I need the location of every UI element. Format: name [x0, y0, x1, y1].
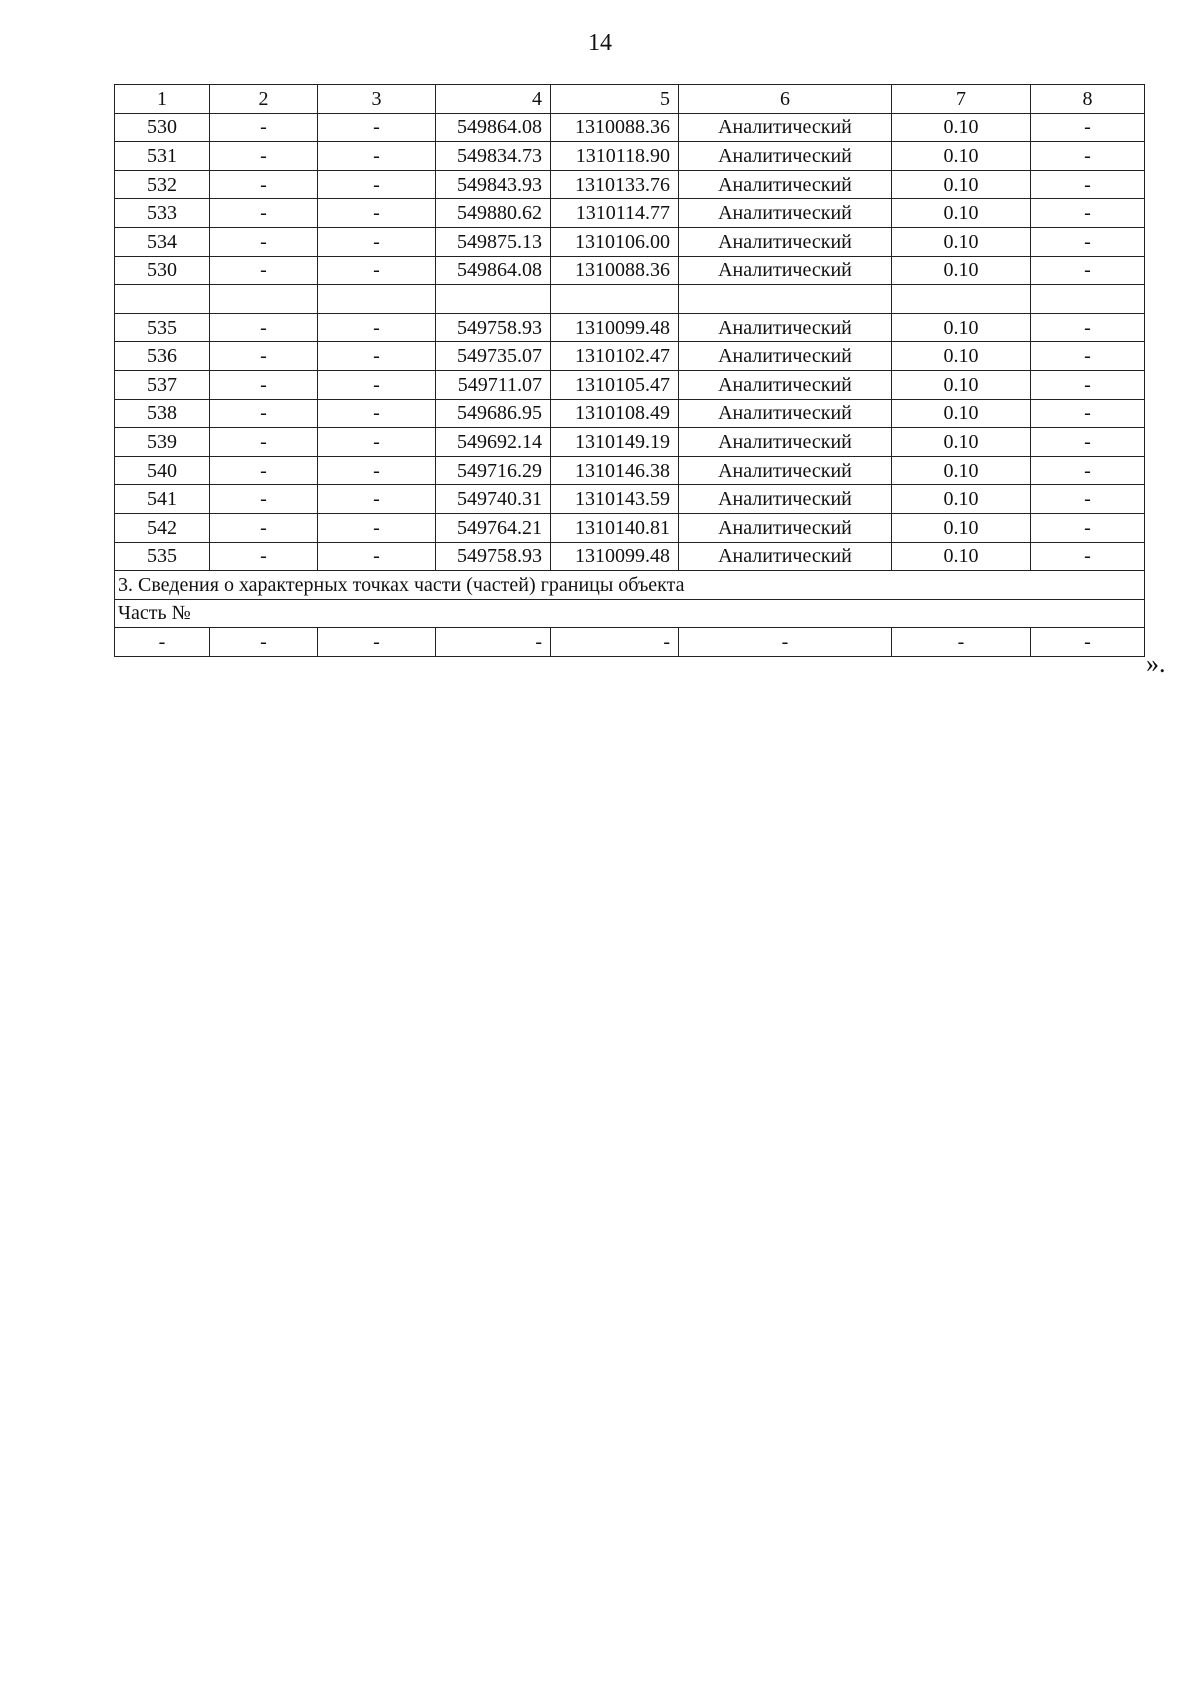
table-cell: - [210, 256, 318, 285]
table-cell: 0.10 [892, 428, 1031, 457]
table-cell: 1310105.47 [551, 370, 679, 399]
table-cell: 4 [436, 85, 551, 114]
table-cell: 0.10 [892, 542, 1031, 571]
table-cell: Аналитический [679, 342, 892, 371]
table-cell: - [318, 370, 436, 399]
table-cell: 549843.93 [436, 170, 551, 199]
table-cell: Аналитический [679, 170, 892, 199]
table-row [115, 342, 1145, 371]
table-cell: 1 [115, 85, 210, 114]
table-cell: - [1031, 513, 1145, 542]
table-cell: - [318, 142, 436, 171]
table-cell: - [892, 628, 1031, 657]
table-cell [436, 285, 551, 314]
table-cell: 535 [115, 542, 210, 571]
table-cell: - [318, 227, 436, 256]
table-cell: Аналитический [679, 313, 892, 342]
table-cell: - [210, 428, 318, 457]
table-row-blank [115, 285, 1145, 314]
table-cell: 542 [115, 513, 210, 542]
table-cell: - [318, 513, 436, 542]
table-row [115, 370, 1145, 399]
table-cell: 1310149.19 [551, 428, 679, 457]
table-cell [1031, 285, 1145, 314]
table-cell [210, 285, 318, 314]
table-cell: 534 [115, 227, 210, 256]
table-cell: - [318, 113, 436, 142]
table-cell: - [318, 456, 436, 485]
table-cell: - [318, 170, 436, 199]
table-cell: 5 [551, 85, 679, 114]
table-cell: 1310088.36 [551, 113, 679, 142]
table-cell: 535 [115, 313, 210, 342]
table-row [115, 227, 1145, 256]
table-cell: 0.10 [892, 113, 1031, 142]
table-cell: 1310099.48 [551, 313, 679, 342]
table-cell: 549758.93 [436, 542, 551, 571]
table-cell: 0.10 [892, 170, 1031, 199]
table-cell: 0.10 [892, 513, 1031, 542]
table-cell: 1310106.00 [551, 227, 679, 256]
table-cell: 0.10 [892, 342, 1031, 371]
table-cell: 549711.07 [436, 370, 551, 399]
page-number: 14 [588, 30, 612, 56]
table-row [115, 456, 1145, 485]
table-cell: 549740.31 [436, 485, 551, 514]
table-cell: - [318, 342, 436, 371]
table-cell: 531 [115, 142, 210, 171]
table-cell: - [1031, 485, 1145, 514]
coordinates-table [114, 84, 1145, 657]
table-cell: Аналитический [679, 199, 892, 228]
table-cell: Аналитический [679, 113, 892, 142]
table-row [115, 170, 1145, 199]
table-cell: 549692.14 [436, 428, 551, 457]
table-cell: - [318, 428, 436, 457]
table-cell [318, 285, 436, 314]
table-cell: - [210, 485, 318, 514]
table-cell: - [436, 628, 551, 657]
table-cell: 539 [115, 428, 210, 457]
table-cell: 549716.29 [436, 456, 551, 485]
table-cell: - [1031, 313, 1145, 342]
table-cell: - [1031, 113, 1145, 142]
table-cell: 530 [115, 113, 210, 142]
table-cell: 0.10 [892, 142, 1031, 171]
table-cell: - [210, 227, 318, 256]
table-cell: 536 [115, 342, 210, 371]
part-label: Часть № [115, 599, 1145, 628]
table-cell: 549735.07 [436, 342, 551, 371]
table-row [115, 199, 1145, 228]
table-cell: 538 [115, 399, 210, 428]
table-cell: 1310088.36 [551, 256, 679, 285]
table-cell: 532 [115, 170, 210, 199]
section-title-row [115, 571, 1145, 600]
table-cell: - [1031, 199, 1145, 228]
table-row [115, 256, 1145, 285]
table-cell: - [210, 370, 318, 399]
table-cell: 549864.08 [436, 113, 551, 142]
table-cell: 0.10 [892, 313, 1031, 342]
table-cell: - [1031, 342, 1145, 371]
table-cell: 549834.73 [436, 142, 551, 171]
table-cell: 549875.13 [436, 227, 551, 256]
table-cell: 0.10 [892, 399, 1031, 428]
table-row-empty-part [115, 628, 1145, 657]
table-cell: - [318, 628, 436, 657]
table-row [115, 513, 1145, 542]
table-row [115, 313, 1145, 342]
table-cell: - [679, 628, 892, 657]
table-cell: 549864.08 [436, 256, 551, 285]
table-cell: - [1031, 542, 1145, 571]
table-cell: 0.10 [892, 370, 1031, 399]
table-cell: Аналитический [679, 256, 892, 285]
closing-quote-mark: ». [1146, 649, 1166, 678]
table-header-row [115, 85, 1145, 114]
table-cell: 533 [115, 199, 210, 228]
table-row [115, 428, 1145, 457]
table-cell: Аналитический [679, 456, 892, 485]
table-row [115, 142, 1145, 171]
table-cell: - [210, 142, 318, 171]
table-cell: 1310133.76 [551, 170, 679, 199]
table-cell: - [318, 542, 436, 571]
table-cell: 0.10 [892, 456, 1031, 485]
table-cell: - [210, 199, 318, 228]
table-cell: - [318, 199, 436, 228]
table-cell: Аналитический [679, 142, 892, 171]
table-cell: 549764.21 [436, 513, 551, 542]
table-cell [892, 285, 1031, 314]
table-cell: - [115, 628, 210, 657]
table-cell: Аналитический [679, 227, 892, 256]
table-cell: - [551, 628, 679, 657]
table-cell: - [210, 628, 318, 657]
table-cell: - [1031, 256, 1145, 285]
table-cell: - [210, 313, 318, 342]
table-cell: Аналитический [679, 399, 892, 428]
table-cell: 549758.93 [436, 313, 551, 342]
table-cell: 6 [679, 85, 892, 114]
table-cell: - [1031, 428, 1145, 457]
table-cell: 1310146.38 [551, 456, 679, 485]
table-cell: 1310102.47 [551, 342, 679, 371]
table-cell [115, 285, 210, 314]
table-cell: - [318, 399, 436, 428]
table-cell: 549880.62 [436, 199, 551, 228]
table-cell: 1310143.59 [551, 485, 679, 514]
section-title: 3. Сведения о характерных точках части (частей) границы объекта [115, 571, 1145, 600]
table-cell: Аналитический [679, 485, 892, 514]
table-cell: - [210, 342, 318, 371]
table-cell: 0.10 [892, 199, 1031, 228]
table-cell: - [210, 542, 318, 571]
table-cell: - [318, 485, 436, 514]
coordinates-table-container [114, 84, 1144, 657]
part-label-row [115, 599, 1145, 628]
table-cell: - [210, 113, 318, 142]
table-cell: - [318, 313, 436, 342]
table-cell [551, 285, 679, 314]
table-cell: Аналитический [679, 428, 892, 457]
table-cell: 0.10 [892, 256, 1031, 285]
table-cell: 1310140.81 [551, 513, 679, 542]
table-cell: - [318, 256, 436, 285]
table-cell: 0.10 [892, 227, 1031, 256]
table-cell: 7 [892, 85, 1031, 114]
table-cell: - [1031, 628, 1145, 657]
table-cell: - [210, 170, 318, 199]
table-cell: 1310108.49 [551, 399, 679, 428]
table-cell: - [1031, 170, 1145, 199]
table-cell: 541 [115, 485, 210, 514]
table-cell: - [1031, 227, 1145, 256]
table-cell: - [210, 456, 318, 485]
table-row [115, 542, 1145, 571]
table-row [115, 113, 1145, 142]
table-cell [679, 285, 892, 314]
table-cell: - [210, 399, 318, 428]
table-cell: Аналитический [679, 370, 892, 399]
table-cell: 1310118.90 [551, 142, 679, 171]
table-cell: 1310114.77 [551, 199, 679, 228]
table-row [115, 485, 1145, 514]
table-cell: 549686.95 [436, 399, 551, 428]
table-cell: - [1031, 399, 1145, 428]
table-cell: - [210, 513, 318, 542]
table-cell: 537 [115, 370, 210, 399]
table-body [115, 85, 1145, 657]
table-cell: 1310099.48 [551, 542, 679, 571]
table-cell: 540 [115, 456, 210, 485]
table-cell: 8 [1031, 85, 1145, 114]
table-cell: Аналитический [679, 542, 892, 571]
table-cell: 3 [318, 85, 436, 114]
table-cell: - [1031, 370, 1145, 399]
table-cell: 2 [210, 85, 318, 114]
table-row [115, 399, 1145, 428]
table-cell: 530 [115, 256, 210, 285]
table-cell: Аналитический [679, 513, 892, 542]
table-cell: - [1031, 456, 1145, 485]
table-cell: 0.10 [892, 485, 1031, 514]
table-cell: - [1031, 142, 1145, 171]
